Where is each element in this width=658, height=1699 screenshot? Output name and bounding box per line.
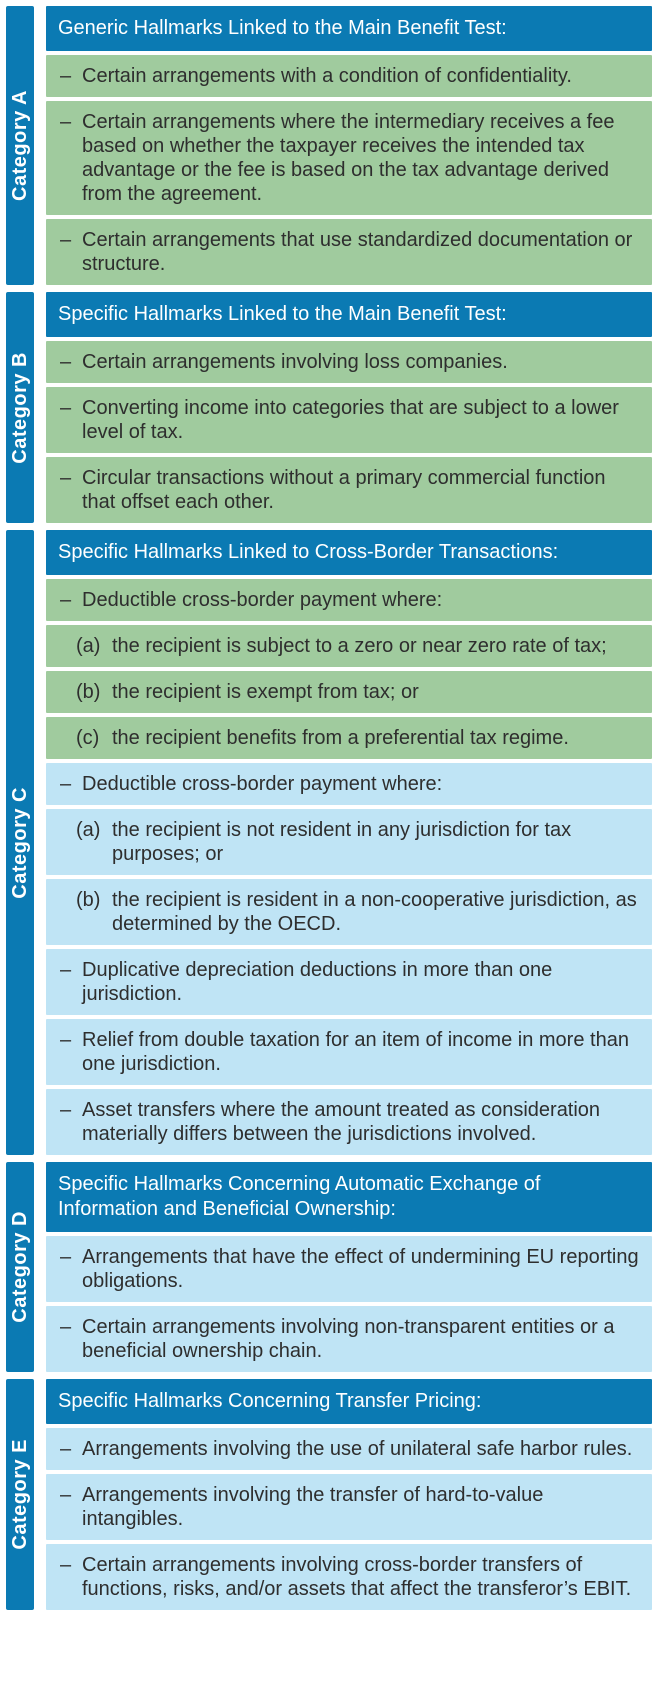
dash-bullet: – bbox=[60, 589, 72, 611]
hallmark-text: Deductible cross-border payment where: bbox=[82, 773, 443, 795]
dash-bullet: – bbox=[60, 397, 72, 419]
hallmark-item bbox=[46, 1236, 652, 1302]
dash-bullet: – bbox=[60, 351, 72, 373]
hallmark-text: the recipient is not resident in any jurisdiction for tax purposes; or bbox=[112, 819, 572, 865]
letter-bullet: (b) bbox=[76, 681, 101, 703]
letter-bullet: (a) bbox=[76, 635, 101, 657]
hallmark-text: Circular transactions without a primary commercial function that offset each other. bbox=[82, 467, 606, 513]
section-header: Specific Hallmarks Linked to the Main Benefit Test: bbox=[46, 292, 652, 337]
hallmark-text: Certain arrangements that use standardized documentation or structure. bbox=[82, 229, 633, 275]
dash-bullet: – bbox=[60, 65, 72, 87]
hallmark-text: Certain arrangements where the intermediary receives a fee based on whether the taxpayer receives the intended tax advantage or the fee is based on the tax advantage derived from the agreement. bbox=[82, 111, 615, 205]
dash-bullet: – bbox=[60, 1099, 72, 1121]
letter-bullet: (c) bbox=[76, 727, 100, 749]
hallmark-item bbox=[46, 55, 652, 97]
hallmark-subitem bbox=[46, 717, 652, 759]
hallmark-item bbox=[46, 457, 652, 523]
category-b-content bbox=[46, 292, 652, 523]
category-e-section bbox=[6, 1379, 652, 1610]
hallmark-item bbox=[46, 1089, 652, 1155]
hallmark-text: Arrangements involving the use of unilateral safe harbor rules. bbox=[82, 1438, 633, 1460]
dash-bullet: – bbox=[60, 467, 72, 489]
dash-bullet: – bbox=[60, 773, 72, 795]
hallmark-subitem bbox=[46, 879, 652, 945]
category-e-content bbox=[46, 1379, 652, 1610]
category-a-label-bar bbox=[6, 6, 34, 285]
category-c-label: Category C bbox=[8, 786, 31, 899]
dash-bullet: – bbox=[60, 229, 72, 251]
dash-bullet: – bbox=[60, 1316, 72, 1338]
category-e-label-bar bbox=[6, 1379, 34, 1610]
section-header: Generic Hallmarks Linked to the Main Benefit Test: bbox=[46, 6, 652, 51]
hallmark-item bbox=[46, 1544, 652, 1610]
dash-bullet: – bbox=[60, 1438, 72, 1460]
hallmark-text: the recipient is exempt from tax; or bbox=[112, 681, 419, 703]
category-a-section bbox=[6, 6, 652, 285]
category-b-label-bar bbox=[6, 292, 34, 523]
hallmark-item bbox=[46, 341, 652, 383]
hallmark-item bbox=[46, 1474, 652, 1540]
category-d-section bbox=[6, 1162, 652, 1372]
hallmark-text: Certain arrangements involving non-transparent entities or a beneficial ownership chain. bbox=[82, 1316, 615, 1362]
category-d-label: Category D bbox=[8, 1211, 31, 1323]
category-c-content bbox=[46, 530, 652, 1155]
hallmark-text: Certain arrangements with a condition of confidentiality. bbox=[82, 65, 572, 87]
section-header: Specific Hallmarks Concerning Automatic Exchange of Information and Beneficial Ownership: bbox=[46, 1162, 652, 1232]
dash-bullet: – bbox=[60, 1554, 72, 1576]
section-header: Specific Hallmarks Concerning Transfer Pricing: bbox=[46, 1379, 652, 1424]
hallmark-text: Asset transfers where the amount treated as consideration materially differs between the jurisdictions involved. bbox=[82, 1099, 601, 1145]
letter-bullet: (a) bbox=[76, 819, 101, 841]
hallmark-text: Relief from double taxation for an item of income in more than one jurisdiction. bbox=[82, 1029, 629, 1075]
hallmark-subitem bbox=[46, 625, 652, 667]
category-d-label-bar bbox=[6, 1162, 34, 1372]
hallmark-item bbox=[46, 949, 652, 1015]
hallmark-subitem bbox=[46, 809, 652, 875]
hallmark-text: the recipient is resident in a non-cooperative jurisdiction, as determined by the OECD. bbox=[112, 889, 637, 935]
letter-bullet: (b) bbox=[76, 889, 101, 911]
hallmark-item bbox=[46, 763, 652, 805]
category-b-label: Category B bbox=[8, 351, 31, 464]
hallmark-text: Arrangements that have the effect of undermining EU reporting obligations. bbox=[82, 1246, 639, 1292]
category-d-content bbox=[46, 1162, 652, 1372]
category-a-content bbox=[46, 6, 652, 285]
hallmark-text: the recipient benefits from a preferential tax regime. bbox=[112, 727, 569, 749]
category-a-label: Category A bbox=[8, 90, 31, 201]
hallmark-text: Arrangements involving the transfer of hard-to-value intangibles. bbox=[82, 1484, 544, 1530]
category-c-section bbox=[6, 530, 652, 1155]
hallmark-item bbox=[46, 219, 652, 285]
section-header: Specific Hallmarks Linked to Cross-Border Transactions: bbox=[46, 530, 652, 575]
dash-bullet: – bbox=[60, 959, 72, 981]
hallmark-item bbox=[46, 387, 652, 453]
hallmark-subitem bbox=[46, 671, 652, 713]
category-b-section bbox=[6, 292, 652, 523]
hallmark-item bbox=[46, 579, 652, 621]
hallmark-item bbox=[46, 101, 652, 215]
dash-bullet: – bbox=[60, 1246, 72, 1268]
hallmark-text: Certain arrangements involving cross-border transfers of functions, risks, and/or assets that affect the transferor’s EBIT. bbox=[82, 1554, 632, 1600]
hallmark-item bbox=[46, 1428, 652, 1470]
dash-bullet: – bbox=[60, 111, 72, 133]
hallmark-text: the recipient is subject to a zero or near zero rate of tax; bbox=[112, 635, 607, 657]
hallmark-item bbox=[46, 1306, 652, 1372]
dash-bullet: – bbox=[60, 1029, 72, 1051]
hallmark-item bbox=[46, 1019, 652, 1085]
hallmark-text: Deductible cross-border payment where: bbox=[82, 589, 443, 611]
hallmark-text: Converting income into categories that are subject to a lower level of tax. bbox=[82, 397, 619, 443]
dash-bullet: – bbox=[60, 1484, 72, 1506]
category-e-label: Category E bbox=[8, 1439, 31, 1550]
hallmark-text: Certain arrangements involving loss companies. bbox=[82, 351, 508, 373]
category-c-label-bar bbox=[6, 530, 34, 1155]
hallmark-text: Duplicative depreciation deductions in more than one jurisdiction. bbox=[82, 959, 553, 1005]
